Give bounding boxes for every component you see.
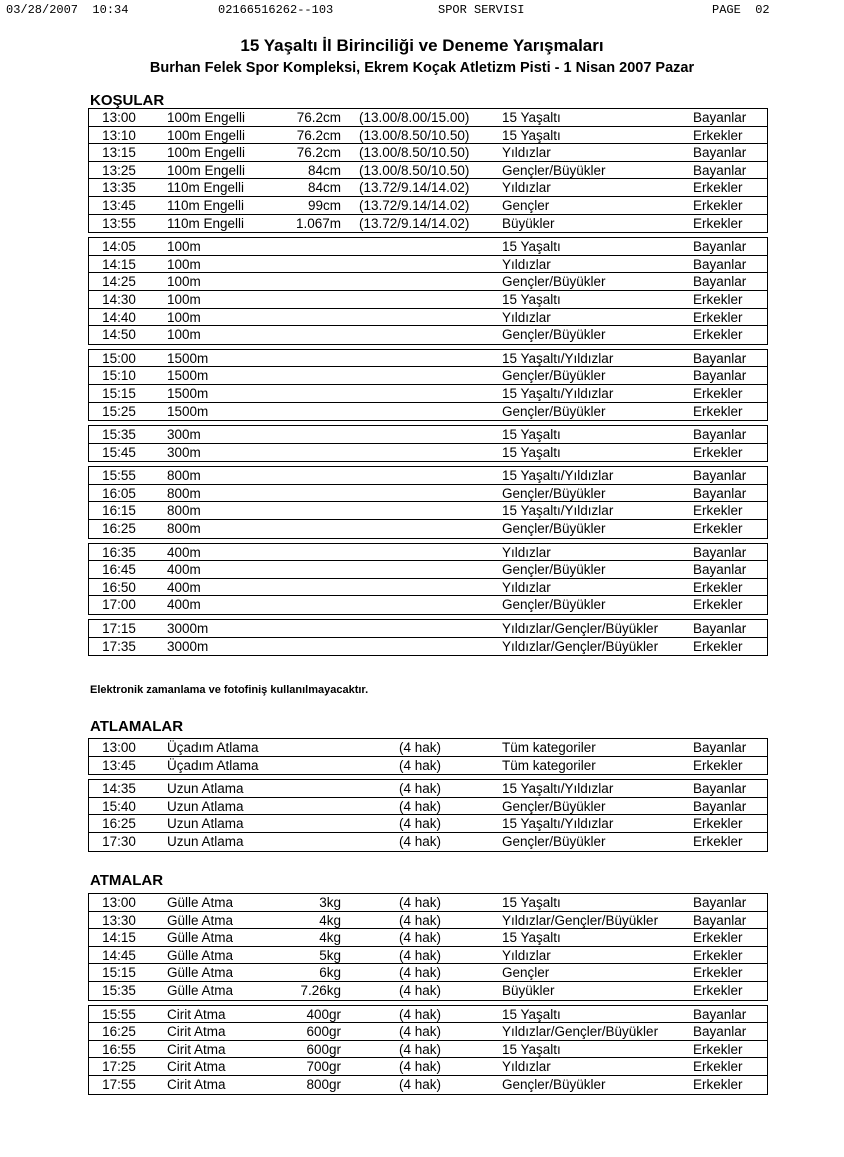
age-category: 15 Yaşaltı [502,1006,561,1022]
table-row [89,403,767,421]
attempts: (4 hak) [399,740,442,755]
event-name: 100m [167,274,201,290]
event-time: 13:45 [102,197,136,213]
gender-group: Erkekler [693,180,743,196]
age-category: Gençler/Büyükler [502,798,606,814]
gender-group: Bayanlar [693,162,747,178]
event-spec: 4kg [319,930,341,946]
table-row [89,1041,767,1059]
attempts: (4 hak) [399,930,442,946]
event-time: 13:35 [102,180,136,196]
table-row [89,596,767,614]
table-row [89,1058,767,1076]
event-time: 14:35 [102,781,136,797]
gender-group: Erkekler [693,816,743,832]
fax-page: PAGE 02 [712,3,770,17]
gender-group: Bayanlar [693,912,747,928]
table-row [89,291,767,309]
age-category: Gençler/Büyükler [502,403,606,419]
event-name: 100m Engelli [167,145,246,161]
page-subtitle: Burhan Felek Spor Kompleksi, Ekrem Koçak Atletizm Pisti - 1 Nisan 2007 Pazar [149,60,695,76]
gender-group: Bayanlar [693,274,747,290]
hurdle-distances: (13.00/8.50/10.50) [359,127,470,143]
age-category: 15 Yaşaltı [502,444,561,460]
event-name: 1500m [167,368,209,384]
event-time: 14:45 [102,947,136,963]
attempts: (4 hak) [399,1024,442,1040]
event-time: 17:35 [102,638,136,654]
table-row [89,929,767,947]
age-category: Yıldızlar [502,309,551,325]
age-category: Yıldızlar [502,256,551,272]
event-time: 17:25 [102,1059,136,1075]
page-title: 15 Yaşaltı İl Birinciliği ve Deneme Yarışmaları [240,36,604,55]
age-category: Yıldızlar/Gençler/Büyükler [502,621,659,637]
event-name: 400m [167,579,201,595]
age-category: Gençler/Büyükler [502,162,606,178]
event-name: 100m [167,327,201,343]
table-row [89,638,767,656]
event-time: 17:55 [102,1076,136,1092]
schedule-group [88,1005,768,1095]
event-time: 16:05 [102,485,136,501]
table-row [89,947,767,965]
gender-group: Bayanlar [693,468,747,484]
table-row [89,256,767,274]
gender-group: Erkekler [693,1059,743,1075]
age-category: Gençler [502,965,550,981]
event-spec: 84cm [307,162,341,178]
event-name: Cirit Atma [167,1076,226,1092]
event-name: 400m [167,544,201,560]
age-category: Gençler/Büyükler [502,833,606,849]
age-category: 15 Yaşaltı/Yıldızlar [502,350,614,366]
table-row [89,1023,767,1041]
hurdle-distances: (13.72/9.14/14.02) [359,180,470,196]
age-category: Yıldızlar [502,947,551,963]
gender-group: Bayanlar [693,621,747,637]
event-time: 15:00 [102,350,136,366]
table-row [89,579,767,597]
age-category: Yıldızlar/Gençler/Büyükler [502,1024,659,1040]
event-time: 14:15 [102,256,136,272]
attempts: (4 hak) [399,895,442,910]
event-name: Gülle Atma [167,982,234,998]
event-spec: 4kg [319,912,341,928]
event-time: 15:40 [102,798,136,814]
age-category: 15 Yaşaltı [502,291,561,307]
schedule-group [88,108,768,233]
table-row [89,964,767,982]
table-row [89,350,767,368]
gender-group: Erkekler [693,965,743,981]
attempts: (4 hak) [399,1006,442,1022]
table-row [89,780,767,798]
event-name: 3000m [167,621,209,637]
table-row [89,502,767,520]
attempts: (4 hak) [399,912,442,928]
event-spec: 84cm [307,180,341,196]
table-row [89,815,767,833]
event-spec: 700gr [306,1059,341,1075]
table-row [89,1076,767,1094]
event-time: 14:30 [102,291,136,307]
event-name: 100m Engelli [167,162,246,178]
gender-group: Erkekler [693,503,743,519]
table-row [89,367,767,385]
age-category: Gençler/Büyükler [502,274,606,290]
table-row [89,544,767,562]
fax-phone: 02166516262--103 [218,3,334,17]
event-spec: 600gr [306,1041,341,1057]
age-category: 15 Yaşaltı [502,895,561,910]
age-category: Tüm kategoriler [502,740,596,755]
age-category: 15 Yaşaltı/Yıldızlar [502,781,614,797]
event-spec: 400gr [306,1006,341,1022]
gender-group: Erkekler [693,1041,743,1057]
gender-group: Bayanlar [693,781,747,797]
event-name: 1500m [167,350,209,366]
gender-group: Bayanlar [693,350,747,366]
event-time: 14:50 [102,327,136,343]
gender-group: Erkekler [693,215,743,231]
age-category: Tüm kategoriler [502,757,596,773]
age-category: Gençler/Büyükler [502,368,606,384]
table-row [89,485,767,503]
table-row [89,426,767,444]
gender-group: Bayanlar [693,544,747,560]
table-row [89,309,767,327]
event-time: 15:15 [102,965,136,981]
event-name: 300m [167,444,201,460]
gender-group: Erkekler [693,757,743,773]
event-name: 3000m [167,638,209,654]
table-row [89,215,767,233]
gender-group: Bayanlar [693,485,747,501]
age-category: Yıldızlar [502,544,551,560]
gender-group: Erkekler [693,309,743,325]
event-time: 16:15 [102,503,136,519]
age-category: 15 Yaşaltı/Yıldızlar [502,468,614,484]
age-category: Gençler [502,197,550,213]
table-row [89,144,767,162]
event-name: 100m Engelli [167,127,246,143]
event-time: 15:35 [102,427,136,443]
table-row [89,833,767,851]
gender-group: Bayanlar [693,740,747,755]
event-spec: 99cm [307,197,341,213]
age-category: Gençler/Büyükler [502,521,606,537]
table-row [89,467,767,485]
schedule-group [88,349,768,421]
event-name: Cirit Atma [167,1006,226,1022]
hurdle-distances: (13.00/8.50/10.50) [359,162,470,178]
age-category: 15 Yaşaltı [502,930,561,946]
event-time: 13:45 [102,757,136,773]
event-name: 100m [167,239,201,255]
age-category: Büyükler [502,215,555,231]
gender-group: Erkekler [693,579,743,595]
section-heading-atmalar: ATMALAR [90,872,164,889]
event-name: Uzun Atlama [167,798,244,814]
event-time: 14:40 [102,309,136,325]
table-row [89,444,767,462]
gender-group: Bayanlar [693,798,747,814]
section-heading-kosular: KOŞULAR [90,92,165,109]
age-category: Gençler/Büyükler [502,485,606,501]
hurdle-distances: (13.00/8.00/15.00) [359,110,470,125]
gender-group: Bayanlar [693,427,747,443]
gender-group: Bayanlar [693,110,747,125]
gender-group: Erkekler [693,638,743,654]
event-name: Cirit Atma [167,1041,226,1057]
table-row [89,238,767,256]
hurdle-distances: (13.72/9.14/14.02) [359,197,470,213]
event-name: 1500m [167,403,209,419]
gender-group: Bayanlar [693,562,747,578]
gender-group: Erkekler [693,521,743,537]
gender-group: Erkekler [693,197,743,213]
table-row [89,798,767,816]
event-name: Gülle Atma [167,947,234,963]
age-category: Gençler/Büyükler [502,597,606,613]
age-category: Yıldızlar [502,180,551,196]
event-name: 100m [167,256,201,272]
gender-group: Erkekler [693,947,743,963]
event-time: 15:10 [102,368,136,384]
event-spec: 6kg [319,965,341,981]
event-name: Gülle Atma [167,895,234,910]
event-name: 800m [167,503,201,519]
event-time: 13:10 [102,127,136,143]
age-category: Yıldızlar/Gençler/Büyükler [502,912,659,928]
table-row [89,520,767,538]
event-time: 15:55 [102,468,136,484]
event-time: 13:25 [102,162,136,178]
event-name: 400m [167,562,201,578]
event-name: 110m Engelli [167,180,245,196]
schedule-group [88,619,768,656]
gender-group: Erkekler [693,444,743,460]
event-spec: 76.2cm [296,110,341,125]
gender-group: Erkekler [693,403,743,419]
schedule-group [88,779,768,851]
event-name: 400m [167,597,201,613]
age-category: Gençler/Büyükler [502,327,606,343]
event-name: 100m [167,291,201,307]
schedule-group [88,237,768,345]
gender-group: Erkekler [693,385,743,401]
event-spec: 1.067m [295,215,341,231]
event-name: Cirit Atma [167,1024,226,1040]
event-time: 16:50 [102,579,136,595]
event-name: Gülle Atma [167,912,234,928]
event-time: 16:25 [102,816,136,832]
event-spec: 5kg [319,947,341,963]
age-category: Yıldızlar [502,145,551,161]
event-name: Gülle Atma [167,965,234,981]
kosular-table [88,108,768,660]
attempts: (4 hak) [399,833,442,849]
schedule-group [88,893,768,1001]
attempts: (4 hak) [399,1059,442,1075]
event-time: 13:55 [102,215,136,231]
table-row [89,620,767,638]
gender-group: Erkekler [693,930,743,946]
age-category: Yıldızlar/Gençler/Büyükler [502,638,659,654]
event-time: 16:25 [102,1024,136,1040]
table-row [89,912,767,930]
event-spec: 3kg [319,895,341,910]
event-name: 100m Engelli [167,110,246,125]
gender-group: Erkekler [693,327,743,343]
event-spec: 800gr [306,1076,341,1092]
event-time: 13:00 [102,740,136,755]
event-spec: 7.26kg [300,982,341,998]
age-category: 15 Yaşaltı/Yıldızlar [502,503,614,519]
table-row [89,326,767,344]
event-time: 13:15 [102,145,136,161]
event-name: Gülle Atma [167,930,234,946]
event-time: 17:00 [102,597,136,613]
attempts: (4 hak) [399,982,442,998]
gender-group: Erkekler [693,982,743,998]
event-time: 14:15 [102,930,136,946]
event-name: Cirit Atma [167,1059,226,1075]
gender-group: Bayanlar [693,895,747,910]
event-time: 15:25 [102,403,136,419]
event-name: 800m [167,521,201,537]
event-time: 17:15 [102,621,136,637]
age-category: 15 Yaşaltı [502,127,561,143]
age-category: Gençler/Büyükler [502,1076,606,1092]
event-name: Üçadım Atlama [167,740,259,755]
fax-org: SPOR SERVISI [438,3,525,17]
event-time: 13:00 [102,110,136,125]
event-name: 100m [167,309,201,325]
event-name: 110m Engelli [167,197,245,213]
event-time: 17:30 [102,833,136,849]
attempts: (4 hak) [399,781,442,797]
gender-group: Bayanlar [693,239,747,255]
event-time: 15:45 [102,444,136,460]
event-time: 15:35 [102,982,136,998]
table-row [89,739,767,757]
age-category: 15 Yaşaltı [502,427,561,443]
gender-group: Erkekler [693,833,743,849]
gender-group: Erkekler [693,291,743,307]
gender-group: Erkekler [693,597,743,613]
event-spec: 76.2cm [296,127,341,143]
hurdle-distances: (13.72/9.14/14.02) [359,215,470,231]
schedule-group [88,425,768,462]
table-row [89,109,767,127]
attempts: (4 hak) [399,1041,442,1057]
age-category: 15 Yaşaltı/Yıldızlar [502,816,614,832]
event-time: 13:00 [102,895,136,910]
event-time: 14:05 [102,239,136,255]
age-category: Yıldızlar [502,1059,551,1075]
age-category: 15 Yaşaltı [502,239,561,255]
table-row [89,273,767,291]
age-category: Büyükler [502,982,555,998]
table-row [89,757,767,775]
table-row [89,894,767,912]
table-row [89,1006,767,1024]
attempts: (4 hak) [399,816,442,832]
hurdle-distances: (13.00/8.50/10.50) [359,145,470,161]
event-name: 300m [167,427,201,443]
table-row [89,197,767,215]
section-heading-atlamalar: ATLAMALAR [90,718,184,735]
attempts: (4 hak) [399,798,442,814]
table-row [89,982,767,1000]
gender-group: Bayanlar [693,256,747,272]
age-category: Yıldızlar [502,579,551,595]
fax-date-time: 03/28/2007 10:34 [6,3,129,17]
event-time: 15:15 [102,385,136,401]
table-row [89,162,767,180]
gender-group: Bayanlar [693,368,747,384]
age-category: 15 Yaşaltı [502,1041,561,1057]
event-name: 1500m [167,385,209,401]
schedule-group [88,543,768,615]
schedule-group [88,738,768,775]
age-category: 15 Yaşaltı [502,110,561,125]
atmalar-table [88,893,768,1099]
event-name: Uzun Atlama [167,833,244,849]
gender-group: Bayanlar [693,1006,747,1022]
attempts: (4 hak) [399,1076,442,1092]
event-time: 16:35 [102,544,136,560]
table-row [89,127,767,145]
event-spec: 600gr [306,1024,341,1040]
event-spec: 76.2cm [296,145,341,161]
fax-header [0,3,844,19]
event-name: Uzun Atlama [167,816,244,832]
event-time: 13:30 [102,912,136,928]
table-row [89,179,767,197]
attempts: (4 hak) [399,757,442,773]
age-category: Gençler/Büyükler [502,562,606,578]
gender-group: Bayanlar [693,145,747,161]
event-time: 16:55 [102,1041,136,1057]
gender-group: Erkekler [693,1076,743,1092]
event-time: 15:55 [102,1006,136,1022]
event-time: 14:25 [102,274,136,290]
event-name: 800m [167,468,201,484]
timing-note: Elektronik zamanlama ve fotofiniş kullanılmayacaktır. [90,684,369,696]
atlamalar-table [88,738,768,856]
schedule-group [88,466,768,538]
age-category: 15 Yaşaltı/Yıldızlar [502,385,614,401]
event-name: Üçadım Atlama [167,757,259,773]
gender-group: Erkekler [693,127,743,143]
table-row [89,561,767,579]
gender-group: Bayanlar [693,1024,747,1040]
attempts: (4 hak) [399,947,442,963]
attempts: (4 hak) [399,965,442,981]
event-name: 800m [167,485,201,501]
event-time: 16:45 [102,562,136,578]
table-row [89,385,767,403]
event-name: Uzun Atlama [167,781,244,797]
event-name: 110m Engelli [167,215,245,231]
event-time: 16:25 [102,521,136,537]
